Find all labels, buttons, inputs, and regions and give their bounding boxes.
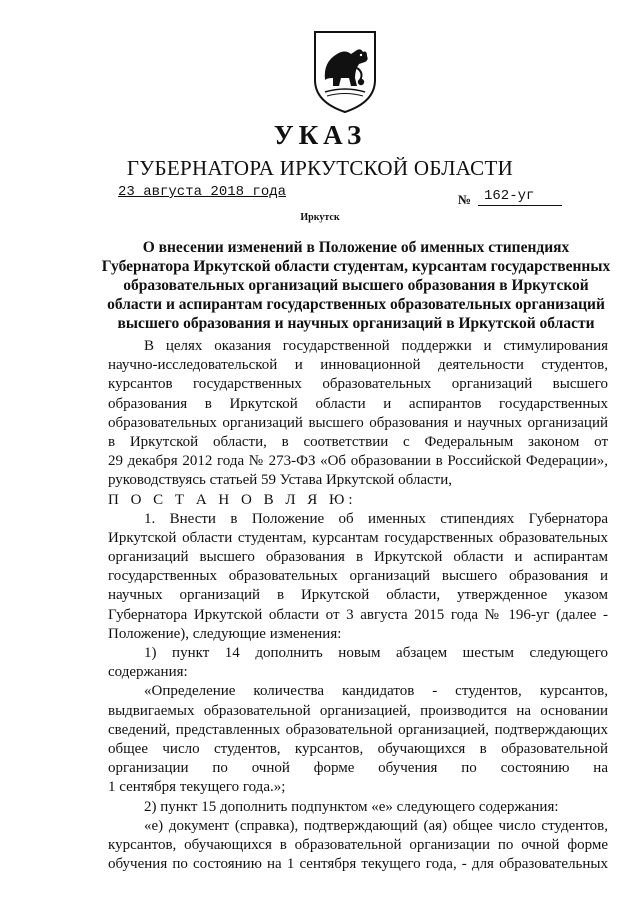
body-line: общее число студентов, курсантов, обучающихся в образовательной <box>108 740 608 757</box>
body-line: выдвигаемых образовательной организацией, производится на основании <box>108 702 608 719</box>
number-label: № <box>458 192 472 207</box>
body-line: «е) документ (справка), подтверждающий (ая) общее число студентов, <box>144 817 608 834</box>
heading-line: образовательных организаций высшего образования в Иркутской <box>123 277 589 294</box>
body-line: сведений, представленных образовательной организацией, подтверждающих <box>108 721 608 738</box>
document-heading <box>92 238 620 333</box>
body-line: Губернатора Иркутской области от 3 августа 2015 года № 196-уг (далее - <box>108 606 608 623</box>
body-line: организаций высшего образования в Иркутской области и аспирантам <box>108 549 608 566</box>
body-line: руководствуясь статьей 59 Устава Иркутской области, <box>108 472 452 489</box>
body-line: 29 декабря 2012 года № 273-ФЗ «Об образовании в Российской Федерации», <box>108 453 608 470</box>
document-title: УКАЗ <box>273 120 367 150</box>
irkutsk-coat-of-arms-icon <box>311 28 379 114</box>
document-subtitle: ГУБЕРНАТОРА ИРКУТСКОЙ ОБЛАСТИ <box>126 156 514 180</box>
body-line: 1. Внести в Положение об именных стипендиях Губернатора <box>144 510 608 527</box>
body-line: содержания: <box>108 664 188 681</box>
document-number: 162-уг <box>478 188 562 206</box>
decree-word: П О С Т А Н О В Л Я Ю: <box>108 491 357 508</box>
city-label: Иркутск <box>300 212 340 223</box>
body-line: 1) пункт 14 дополнить новым абзацем шестым следующего <box>144 645 608 661</box>
body-line: курсантов государственных образовательных организаций высшего <box>108 376 608 393</box>
body-line: В целях оказания государственной поддержки и стимулирования <box>144 338 608 354</box>
body-line: 2) пункт 15 дополнить подпунктом «е» следующего содержания: <box>144 798 559 815</box>
heading-line: области и аспирантам государственных образовательных организаций <box>107 296 605 313</box>
body-line: обучения по состоянию на 1 сентября текущего года, - для образовательных <box>108 856 608 873</box>
body-line: государственных образовательных организаций высшего образования и <box>108 568 608 585</box>
heading-line: О внесении изменений в Положение об именных стипендиях <box>142 239 570 256</box>
body-line: в Иркутской области, в соответствии с Федеральным законом от <box>108 433 608 450</box>
body-line: Положение), следующие изменения: <box>108 625 342 642</box>
body-line: образовательных организаций высшего образования и научных организаций <box>108 414 608 431</box>
body-line: 1 сентября текущего года.»; <box>108 779 286 796</box>
body-line: «Определение количества кандидатов - студентов, курсантов, <box>144 683 608 700</box>
heading-line: Губернатора Иркутской области студентам, курсантам государственных <box>101 258 611 275</box>
body-line: организации по очной форме обучения по состоянию на <box>108 760 608 777</box>
document-date <box>118 184 286 200</box>
body-line: курсантов, обучающихся в образовательной организации по очной форме <box>108 836 608 853</box>
body-line: Иркутской области студентам, курсантам государственных образовательных <box>108 529 608 546</box>
heading-line: высшего образования и научных организаций в Иркутской области <box>117 315 595 332</box>
body-line: научно-исследовательской и инновационной деятельности студентов, <box>108 357 608 374</box>
body-line: образования в Иркутской области и аспирантов государственных <box>108 395 608 412</box>
document-body <box>108 337 608 874</box>
body-line: научных организаций в Иркутской области, утвержденное указом <box>108 587 608 604</box>
date-value: 23 августа 2018 года <box>118 184 287 200</box>
